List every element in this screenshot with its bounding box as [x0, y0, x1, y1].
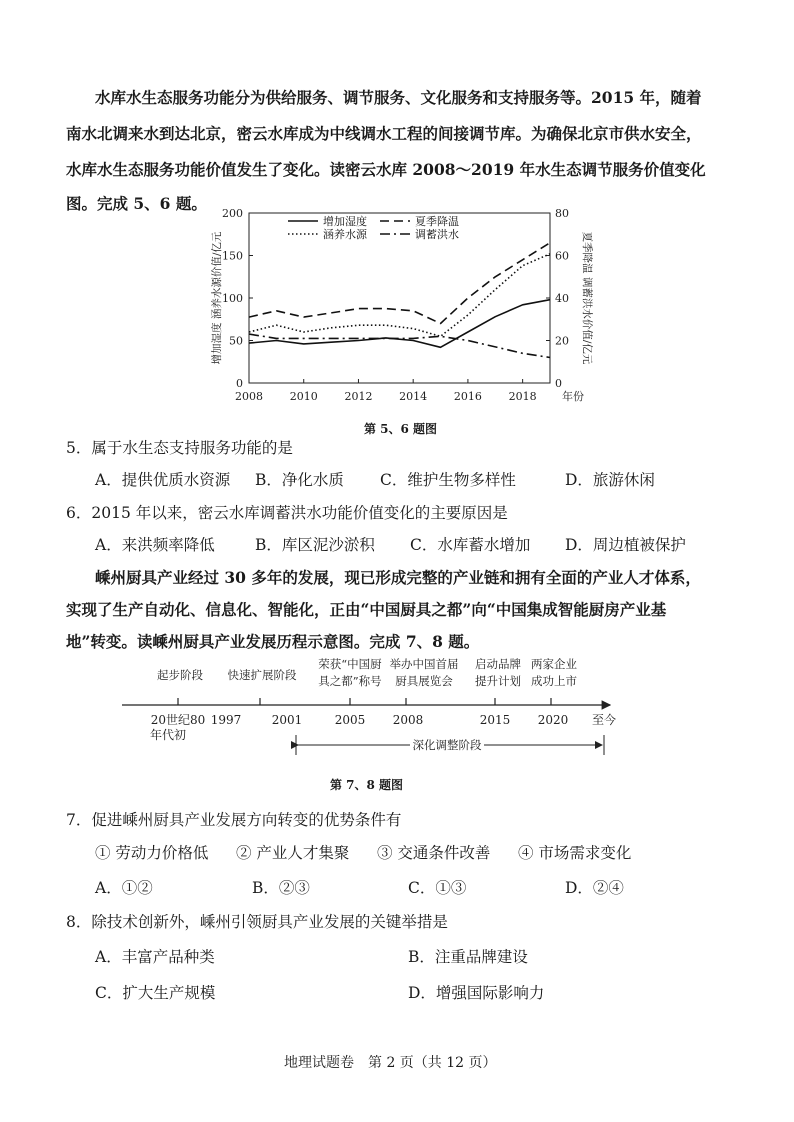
tick-label-1980s-l2: 年代初 [149, 728, 187, 742]
question-5-stem: 5．属于水生态支持服务功能的是 [66, 439, 293, 457]
legend-label: 涵养水源 [323, 228, 367, 241]
y-left-tick-label: 0 [236, 377, 243, 390]
tick-label-2008: 2008 [392, 713, 424, 727]
tick-label-2001: 2001 [271, 713, 303, 727]
series-line-solid [249, 300, 550, 348]
figure-caption-5-6: 第 5、6 题图 [364, 422, 438, 436]
question-6-stem: 6．2015 年以来，密云水库调蓄洪水功能价值变化的主要原因是 [66, 504, 508, 522]
series-line-dashed [249, 243, 550, 324]
y-right-tick-label: 80 [555, 207, 569, 220]
q5-option-d[interactable]: D．旅游休闲 [565, 471, 655, 489]
y-right-tick-label: 0 [555, 377, 562, 390]
q7-option-b[interactable]: B．②③ [252, 879, 310, 897]
question-8-stem: 8．除技术创新外，嵊州引领厨具产业发展的关键举措是 [66, 913, 448, 931]
milestone-2005-l1: 荣获“中国厨 [318, 657, 382, 671]
stage-rapid-expansion: 快速扩展阶段 [227, 668, 297, 682]
y-left-tick-label: 200 [222, 207, 243, 220]
y-right-tick-label: 20 [555, 334, 569, 348]
legend-label: 调蓄洪水 [415, 228, 459, 241]
q8-option-c[interactable]: C．扩大生产规模 [95, 984, 216, 1002]
figure-caption-7-8: 第 7、8 题图 [330, 778, 404, 792]
q6-option-c[interactable]: C．水库蓄水增加 [410, 536, 531, 554]
y-right-tick-label: 60 [555, 249, 569, 263]
milestone-2008-l1: 举办中国首届 [389, 657, 459, 671]
q5-option-b[interactable]: B．净化水质 [255, 471, 344, 489]
question-7-stem: 7．促进嵊州厨具产业发展方向转变的优势条件有 [66, 811, 402, 829]
intro2-line-2: 实现了生产自动化、信息化、智能化，正由“中国厨具之都”向“中国集成智能厨房产业基 [66, 600, 667, 619]
x-tick-label: 2008 [235, 390, 263, 403]
intro1-line-4: 图。完成 5、6 题。 [66, 194, 207, 213]
milestone-2015-l1: 启动品牌 [475, 657, 521, 671]
y-left-tick-label: 100 [222, 292, 243, 305]
milestone-2020-l1: 两家企业 [531, 657, 577, 671]
series-line-dotted [249, 254, 550, 336]
tick-label-1980s-l1: 20世纪80 [150, 713, 206, 727]
series-line-dashdot [249, 334, 550, 357]
intro2-line-3: 地”转变。读嵊州厨具产业发展历程示意图。完成 7、8 题。 [66, 632, 480, 651]
tick-label-1997: 1997 [210, 713, 242, 727]
q7-option-a[interactable]: A．①② [95, 879, 153, 897]
q7-item-2: ② 产业人才集聚 [236, 844, 350, 862]
q7-item-3: ③ 交通条件改善 [377, 844, 491, 862]
x-tick-label: 2010 [289, 390, 318, 403]
ecosystem-value-chart [200, 200, 600, 410]
q8-option-a[interactable]: A．丰富产品种类 [95, 948, 215, 966]
milestone-2005-l2: 具之都”称号 [318, 674, 382, 688]
q7-item-4: ④ 市场需求变化 [518, 844, 632, 862]
y-left-tick-label: 50 [229, 334, 243, 348]
legend-label: 夏季降温 [415, 215, 459, 228]
milestone-2008-l2: 厨具展览会 [395, 674, 453, 688]
stage-startup: 起步阶段 [157, 668, 203, 682]
q6-option-d[interactable]: D．周边植被保护 [565, 536, 686, 554]
milestone-2015-l2: 提升计划 [475, 674, 521, 688]
page-footer: 地理试题卷 第 2 页（共 12 页） [284, 1055, 497, 1071]
intro1-line-2: 南水北调来水到达北京，密云水库成为中线调水工程的间接调节库。为确保北京市供水安全， [66, 124, 702, 143]
q7-option-c[interactable]: C．①③ [408, 879, 467, 897]
y-left-tick-label: 150 [222, 249, 243, 263]
q5-option-a[interactable]: A．提供优质水资源 [95, 471, 231, 489]
x-tick-label: 2016 [453, 390, 482, 403]
intro2-line-1: 嵊州厨具产业经过 30 多年的发展，现已形成完整的产业链和拥有全面的产业人才体系， [95, 568, 701, 587]
y-left-axis-label: 增加湿度 涵养水源价值/亿元 [211, 231, 223, 365]
milestone-2020-l2: 成功上市 [531, 674, 577, 688]
intro1-line-3: 水库水生态服务功能价值发生了变化。读密云水库 2008～2019 年水生态调节服务价值变化 [66, 160, 706, 179]
legend-label: 增加湿度 [323, 215, 367, 228]
x-tick-label: 2014 [399, 390, 428, 403]
x-tick-label: 2012 [344, 390, 373, 403]
range-label: 深化调整阶段 [412, 738, 482, 752]
tick-label-2015: 2015 [479, 713, 511, 727]
q7-option-d[interactable]: D．②④ [565, 879, 624, 897]
x-axis-label: 年份 [562, 390, 584, 403]
tick-label-2005: 2005 [334, 713, 366, 727]
q6-option-a[interactable]: A．来洪频率降低 [95, 536, 215, 554]
industry-timeline [0, 650, 794, 765]
q7-item-1: ① 劳动力价格低 [95, 844, 209, 862]
y-right-axis-label: 夏季降温 调蓄洪水价值/亿元 [581, 231, 593, 365]
q6-option-b[interactable]: B．库区泥沙淤积 [255, 536, 375, 554]
q5-option-c[interactable]: C．维护生物多样性 [380, 471, 516, 489]
x-tick-label: 2018 [508, 390, 537, 403]
q8-option-d[interactable]: D．增强国际影响力 [408, 984, 545, 1002]
intro1-line-1: 水库水生态服务功能分为供给服务、调节服务、文化服务和支持服务等。2015 年，随着 [95, 88, 702, 107]
tick-label-now: 至今 [591, 713, 617, 727]
y-right-tick-label: 40 [555, 292, 569, 305]
plot-frame [249, 213, 550, 383]
tick-label-2020: 2020 [537, 713, 569, 727]
q8-option-b[interactable]: B．注重品牌建设 [408, 948, 528, 966]
